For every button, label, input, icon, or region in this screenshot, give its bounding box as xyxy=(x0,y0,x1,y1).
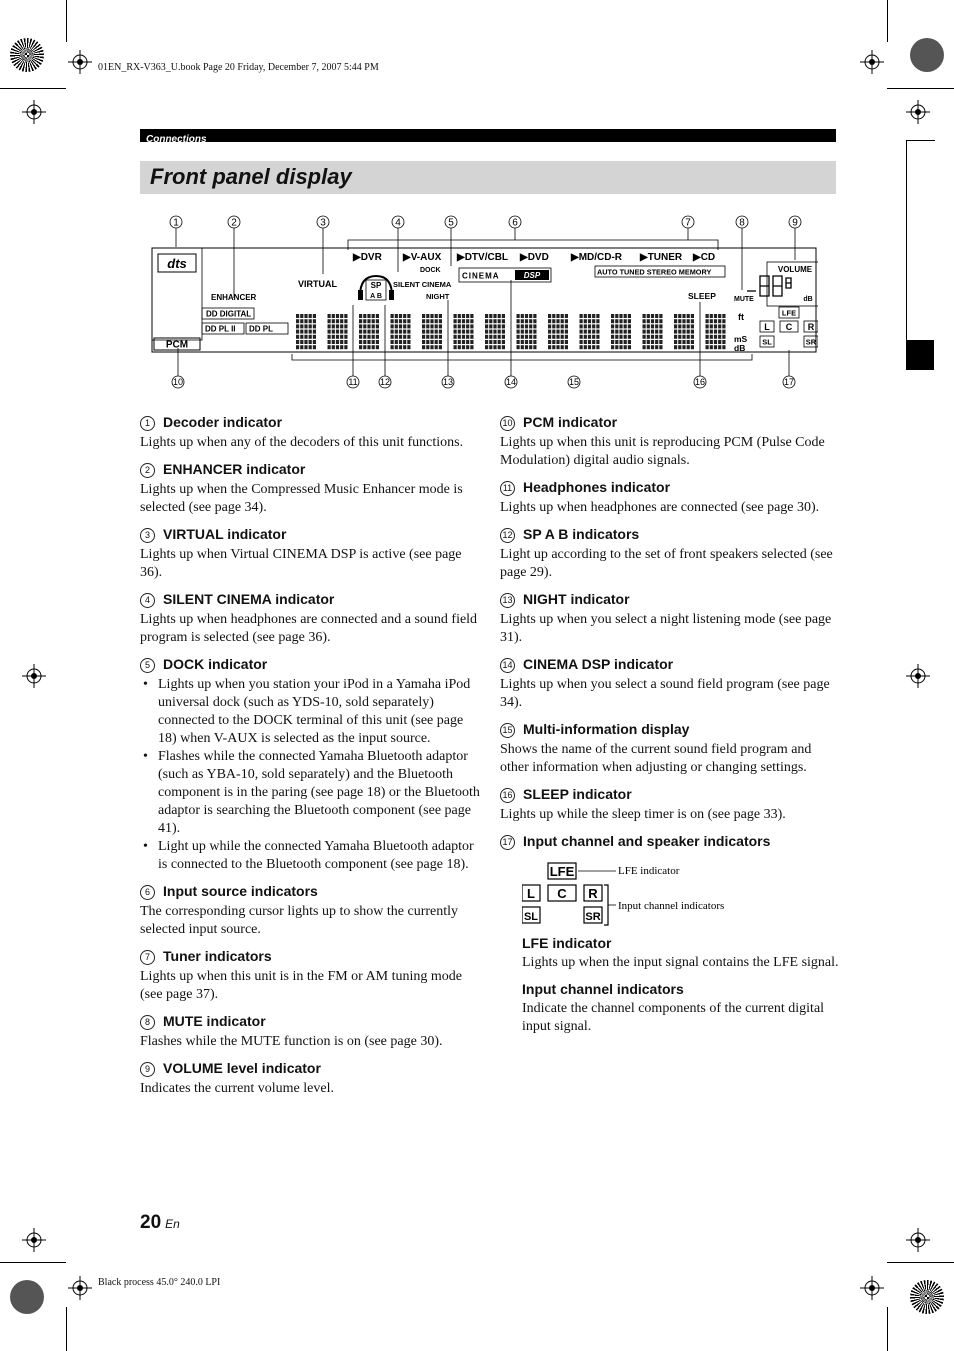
callout-7 xyxy=(682,216,694,229)
svg-text:10: 10 xyxy=(172,377,184,387)
tuner-strip-label: AUTO TUNED STEREO MEMORY xyxy=(597,267,712,277)
crop-mark xyxy=(887,1262,954,1263)
svg-text:2: 2 xyxy=(231,217,237,229)
svg-text:CINEMA: CINEMA xyxy=(462,271,500,281)
print-header: 01EN_RX-V363_U.book Page 20 Friday, December 7, 2007 5:44 PM xyxy=(98,62,379,73)
input-dvd: ▶DVD xyxy=(520,252,549,263)
sl-indicator: SL xyxy=(762,337,772,347)
description-item xyxy=(140,1013,480,1051)
svg-text:9: 9 xyxy=(792,217,798,229)
registration-mark-icon xyxy=(68,1276,92,1300)
volume-digits xyxy=(747,276,791,296)
svg-text:17: 17 xyxy=(783,377,795,387)
item-text: Lights up when Virtual CINEMA DSP is active (see page 36). xyxy=(140,547,462,580)
page-number xyxy=(140,1212,180,1234)
description-item xyxy=(140,414,480,452)
fig-lfe: LFE xyxy=(549,864,575,879)
registration-mark-icon xyxy=(860,50,884,74)
left-column xyxy=(140,414,480,1107)
registration-mark-icon xyxy=(22,1228,46,1252)
r-indicator: R xyxy=(807,322,815,332)
item-heading-text: PCM indicator xyxy=(523,414,618,430)
right-column xyxy=(500,414,840,1045)
item-heading xyxy=(500,479,840,496)
callout-1 xyxy=(170,216,182,229)
callout-2 xyxy=(228,216,240,229)
matrix-character xyxy=(706,314,726,349)
registration-mark-icon xyxy=(22,664,46,688)
input-vaux: ▶V-AUX xyxy=(403,252,442,263)
sub-item-heading: LFE indicator xyxy=(522,935,612,951)
matrix-character xyxy=(611,314,631,349)
matrix-character xyxy=(674,314,694,349)
item-heading xyxy=(140,414,480,431)
callout-12 xyxy=(379,376,391,388)
crop-mark xyxy=(887,1307,888,1351)
item-heading-text: MUTE indicator xyxy=(163,1013,266,1029)
item-number: 13 xyxy=(500,593,515,608)
description-item xyxy=(500,414,840,470)
callout-5 xyxy=(445,216,457,229)
callout-14 xyxy=(505,376,517,388)
fig-l: L xyxy=(527,886,535,901)
item-text: Lights up when headphones are connected (see page 30). xyxy=(500,500,820,515)
sr-indicator: SR xyxy=(805,337,817,347)
input-tuner: ▶TUNER xyxy=(640,252,683,263)
svg-text:15: 15 xyxy=(568,377,580,387)
item-number: 2 xyxy=(140,463,155,478)
item-heading-text: NIGHT indicator xyxy=(523,591,630,607)
item-number: 1 xyxy=(140,416,155,431)
ms-label: mS xyxy=(734,334,748,344)
item-heading-text: ENHANCER indicator xyxy=(163,461,306,477)
matrix-character xyxy=(517,314,537,349)
fig-sr: SR xyxy=(585,911,601,923)
item-text: Shows the name of the current sound field program and other information when adjusting or changing settings. xyxy=(500,742,812,775)
callout-17 xyxy=(783,376,795,388)
dd-pl2-label: DD PL II xyxy=(205,324,236,334)
item-text: Light up according to the set of front speakers selected (see page 29). xyxy=(500,547,833,580)
night-label: NIGHT xyxy=(426,292,450,301)
item-number: 6 xyxy=(140,885,155,900)
item-heading-text: VIRTUAL indicator xyxy=(163,526,287,542)
item-number: 3 xyxy=(140,528,155,543)
callout-11 xyxy=(347,376,359,388)
item-heading xyxy=(500,833,840,850)
item-heading xyxy=(140,461,480,478)
volume-label: VOLUME xyxy=(777,265,813,274)
callout-15 xyxy=(568,376,580,388)
svg-text:8: 8 xyxy=(739,217,745,229)
item-heading xyxy=(140,526,480,543)
dd-digital-label: DD DIGITAL xyxy=(206,309,252,319)
item-heading xyxy=(500,721,840,738)
registration-mark-icon xyxy=(68,50,92,74)
item-text: Lights up when the Compressed Music Enhancer mode is selected (see page 34). xyxy=(140,482,463,515)
silent-cinema-label: SILENT CINEMA xyxy=(393,280,452,289)
item-heading xyxy=(140,948,480,965)
crop-mark xyxy=(0,88,66,89)
sub-item xyxy=(522,935,840,972)
item-text: Flashes while the MUTE function is on (see page 30). xyxy=(140,1034,443,1049)
matrix-character xyxy=(391,314,411,349)
crop-mark xyxy=(887,0,888,42)
l-indicator: L xyxy=(764,322,770,332)
item-heading xyxy=(140,591,480,608)
description-item xyxy=(140,526,480,582)
svg-text:16: 16 xyxy=(694,377,706,387)
registration-mark-icon xyxy=(22,100,46,124)
description-item xyxy=(500,526,840,582)
item-number: 15 xyxy=(500,723,515,738)
input-cd: ▶CD xyxy=(693,252,716,263)
item-heading-text: SILENT CINEMA indicator xyxy=(163,591,335,607)
callout-16 xyxy=(694,376,706,388)
item-number: 8 xyxy=(140,1015,155,1030)
description-item xyxy=(140,948,480,1004)
item-heading-text: Headphones indicator xyxy=(523,479,671,495)
enhancer-label: ENHANCER xyxy=(211,293,257,302)
item-number: 7 xyxy=(140,950,155,965)
description-item xyxy=(140,461,480,517)
sub-item-text: Lights up when the input signal contains the LFE signal. xyxy=(522,955,839,970)
item-text: Lights up when any of the decoders of this unit functions. xyxy=(140,435,464,450)
virtual-label: VIRTUAL xyxy=(298,279,337,289)
description-item xyxy=(140,883,480,939)
item-text: Indicates the current volume level. xyxy=(140,1081,334,1096)
callout-6 xyxy=(509,216,521,229)
item-text: Lights up while the sleep timer is on (see page 33). xyxy=(500,807,786,822)
page-language: En xyxy=(165,1217,180,1231)
item-number: 10 xyxy=(500,416,515,431)
side-tab xyxy=(906,340,934,370)
callout-3 xyxy=(317,216,329,229)
svg-text:13: 13 xyxy=(442,377,454,387)
item-heading-text: Tuner indicators xyxy=(163,948,272,964)
registration-mark-icon xyxy=(906,100,930,124)
channel-figure xyxy=(522,859,840,935)
item-heading-text: CINEMA DSP indicator xyxy=(523,656,674,672)
page-title: Front panel display xyxy=(150,164,352,189)
item-heading xyxy=(140,1013,480,1030)
section-bar xyxy=(140,129,836,145)
item-number: 16 xyxy=(500,788,515,803)
callout-10 xyxy=(172,376,184,388)
item-text: Lights up when you select a night listening mode (see page 31). xyxy=(500,612,832,645)
sunburst-mark-icon xyxy=(10,38,44,72)
item-heading xyxy=(500,591,840,608)
matrix-character xyxy=(643,314,663,349)
item-number: 11 xyxy=(500,481,515,496)
ab-label: A B xyxy=(370,293,382,300)
item-heading-text: Multi-information display xyxy=(523,721,690,737)
dock-label: DOCK xyxy=(420,267,441,274)
description-item xyxy=(140,1060,480,1098)
sp-label: SP xyxy=(370,281,382,290)
sunburst-mark-icon xyxy=(910,1280,944,1314)
item-text: The corresponding cursor lights up to show the currently selected input source. xyxy=(140,904,459,937)
registration-mark-icon xyxy=(906,1228,930,1252)
description-item xyxy=(500,656,840,712)
item-heading xyxy=(500,656,840,673)
sub-item-heading: Input channel indicators xyxy=(522,981,684,997)
item-number: 14 xyxy=(500,658,515,673)
svg-text:dts: dts xyxy=(167,256,187,271)
svg-text:14: 14 xyxy=(505,377,517,387)
crop-mark xyxy=(0,1262,66,1263)
crop-mark xyxy=(887,88,954,89)
cinema-dsp-logo xyxy=(459,268,551,282)
print-footer: Black process 45.0° 240.0 LPI xyxy=(98,1277,221,1288)
ft-label: ft xyxy=(738,312,744,322)
description-item xyxy=(500,833,840,850)
item-heading xyxy=(140,656,480,673)
svg-text:DSP: DSP xyxy=(523,271,541,280)
item-number: 5 xyxy=(140,658,155,673)
svg-text:7: 7 xyxy=(685,217,691,229)
item-heading xyxy=(500,526,840,543)
input-mdcdr: ▶MD/CD-R xyxy=(571,252,623,263)
mute-label: MUTE xyxy=(734,296,754,303)
matrix-character xyxy=(548,314,568,349)
description-item xyxy=(500,479,840,517)
input-channel-caption: Input channel indicators xyxy=(618,900,725,912)
matrix-character xyxy=(485,314,505,349)
matrix-character xyxy=(454,314,474,349)
bullet-item: • Flashes while the connected Yamaha Bluetooth adaptor (such as YBA-10, sold separately) and the Bluetooth component is in the paring (see page 18) or the Bluetooth adaptor is searching the Bluetooth component (see page 41). xyxy=(158,748,480,838)
item-number: 9 xyxy=(140,1062,155,1077)
headphones-icon xyxy=(358,276,394,300)
input-dtvcbl: ▶DTV/CBL xyxy=(457,252,509,263)
svg-text:6: 6 xyxy=(512,217,518,229)
item-heading xyxy=(500,414,840,431)
db-label: dB xyxy=(734,343,746,353)
item-heading xyxy=(500,786,840,803)
bullet-item: • Lights up when you station your iPod in a Yamaha iPod universal dock (such as YDS-10, sold separately) connected to the DOCK terminal of this unit (see page 18) when V-AUX is selected as the input source. xyxy=(158,676,480,748)
item-heading-text: SLEEP indicator xyxy=(523,786,632,802)
item-text: Lights up when headphones are connected and a sound field program is selected (see page 36). xyxy=(140,612,478,645)
matrix-character xyxy=(296,314,316,349)
input-dvr: ▶DVR xyxy=(353,252,382,263)
page-number-value: 20 xyxy=(140,1212,162,1233)
bullet-item: • Light up while the connected Yamaha Bluetooth adaptor is connected to the Bluetooth component (see page 18). xyxy=(158,838,480,874)
bullet-list xyxy=(140,676,480,874)
matrix-character xyxy=(422,314,442,349)
gray-dot-mark-icon xyxy=(910,38,944,72)
c-indicator: C xyxy=(785,322,793,332)
item-heading-text: SP A B indicators xyxy=(523,526,640,542)
front-panel-diagram xyxy=(148,210,818,400)
callout-8 xyxy=(736,216,748,229)
fig-r: R xyxy=(588,886,598,901)
item-text: Lights up when this unit is reproducing PCM (Pulse Code Modulation) digital audio signals. xyxy=(500,435,825,468)
section-label: Connections xyxy=(146,134,207,145)
item-heading-text: Input channel and speaker indicators xyxy=(523,833,771,849)
callout-4 xyxy=(392,216,404,229)
description-item xyxy=(500,721,840,777)
matrix-character xyxy=(580,314,600,349)
fig-c: C xyxy=(557,886,567,901)
item-heading-text: VOLUME level indicator xyxy=(163,1060,321,1076)
item-number: 17 xyxy=(500,835,515,850)
sub-item xyxy=(522,981,840,1036)
callout-9 xyxy=(789,216,801,229)
matrix-character xyxy=(328,314,348,349)
volume-db-label: dB xyxy=(803,296,813,303)
title-band xyxy=(140,161,836,194)
sleep-label: SLEEP xyxy=(688,291,716,301)
fig-sl: SL xyxy=(523,911,539,923)
item-heading xyxy=(140,883,480,900)
description-item xyxy=(500,591,840,647)
svg-text:5: 5 xyxy=(448,217,454,229)
item-heading-text: Decoder indicator xyxy=(163,414,283,430)
lfe-indicator: LFE xyxy=(781,308,797,318)
dd-pl-label: DD PL xyxy=(249,324,273,334)
crop-mark xyxy=(66,1307,67,1351)
svg-text:12: 12 xyxy=(379,377,391,387)
registration-mark-icon xyxy=(860,1276,884,1300)
item-number: 12 xyxy=(500,528,515,543)
gray-dot-mark-icon xyxy=(10,1280,44,1314)
description-item xyxy=(500,786,840,824)
side-tab-frame xyxy=(906,140,935,341)
item-text: Lights up when this unit is in the FM or AM tuning mode (see page 37). xyxy=(140,969,463,1002)
pcm-label: PCM xyxy=(165,339,189,351)
item-heading-text: Input source indicators xyxy=(163,883,318,899)
crop-mark xyxy=(66,0,67,42)
registration-mark-icon xyxy=(906,664,930,688)
dts-logo xyxy=(158,254,196,272)
item-heading xyxy=(140,1060,480,1077)
description-item xyxy=(140,656,480,874)
svg-text:11: 11 xyxy=(348,377,358,387)
svg-text:4: 4 xyxy=(395,217,401,229)
matrix-character xyxy=(359,314,379,349)
item-number: 4 xyxy=(140,593,155,608)
item-text: Lights up when you select a sound field program (see page 34). xyxy=(500,677,830,710)
lfe-indicator-caption: LFE indicator xyxy=(618,865,680,877)
description-item xyxy=(140,591,480,647)
sub-item-text: Indicate the channel components of the current digital input signal. xyxy=(522,1001,825,1034)
svg-text:1: 1 xyxy=(173,217,179,229)
svg-text:3: 3 xyxy=(320,217,326,229)
callout-13 xyxy=(442,376,454,388)
item-heading-text: DOCK indicator xyxy=(163,656,268,672)
